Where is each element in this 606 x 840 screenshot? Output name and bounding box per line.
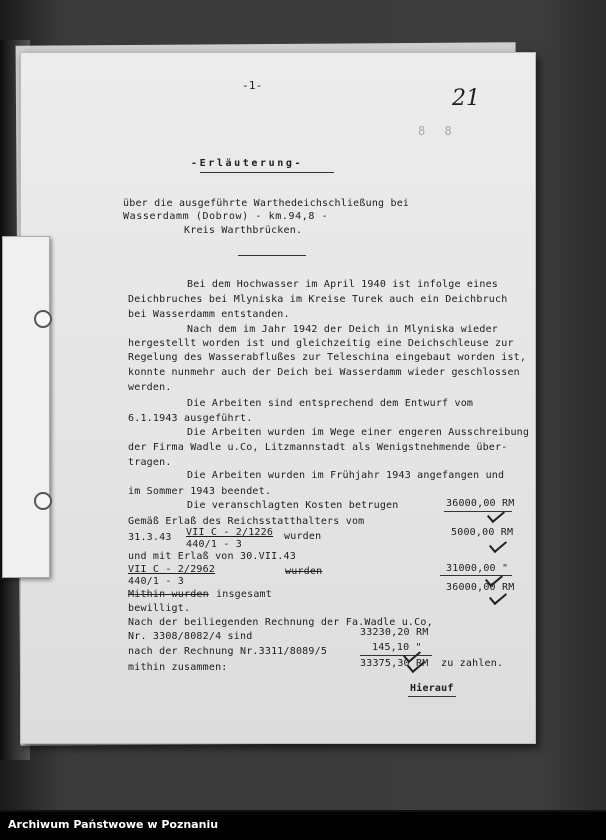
body-line: Die Arbeiten sind entsprechend dem Entwurf vom	[187, 398, 474, 409]
decree-line-2: und mit Erlaß von 30.VII.43	[128, 551, 296, 562]
handwritten-page-number: 21	[452, 86, 480, 111]
archive-footer-text: Archiwum Państwowe w Poznaniu	[8, 818, 219, 831]
struck-total-phrase: Mithin wurden	[128, 589, 209, 600]
punch-hole	[34, 492, 52, 510]
hereupon-text: Hierauf	[410, 683, 454, 694]
body-line: Nach dem im Jahr 1942 der Deich in Mlyniska wieder	[187, 324, 499, 335]
punch-hole	[34, 310, 52, 328]
decree-2-struck-verb: wurden	[285, 566, 323, 577]
decree-2-amount: 31000,00 "	[446, 563, 509, 574]
faint-mark: 8 8	[418, 124, 458, 138]
heading-underline	[200, 172, 334, 173]
body-line: hergestellt worden ist und gleichzeitig eine Deichschleuse zur	[128, 338, 514, 349]
body-line: Bei dem Hochwasser im April 1940 ist infolge eines	[187, 279, 499, 290]
invoice-1-amount: 33230,20 RM	[360, 627, 429, 638]
body-line: Die Arbeiten wurden im Frühjahr 1943 angefangen und	[187, 470, 505, 481]
subtitle-separator	[238, 255, 306, 256]
body-line: bei Wasserdamm entstanden.	[128, 309, 290, 320]
body-line: tragen.	[128, 457, 172, 468]
hereupon-underline	[408, 696, 456, 697]
document-heading: -Erläuterung-	[191, 158, 304, 169]
invoice-line: Nach der beiliegenden Rechnung der Fa.Wadle u.Co,	[128, 617, 433, 628]
payable-text: zu zahlen.	[441, 658, 504, 669]
body-line: werden.	[128, 382, 172, 393]
sum-label: mithin zusammen:	[128, 662, 228, 673]
invoice-2-number: nach der Rechnung Nr.3311/8089/5	[128, 646, 328, 657]
body-line: 6.1.1943 ausgeführt.	[128, 413, 253, 424]
subtitle-line-1: über die ausgeführte Warthedeichschließung bei	[123, 198, 410, 209]
body-line: Regelung des Wasserabflußes zur Teleschina eingebaut worden ist,	[128, 352, 527, 363]
decree-1-verb: wurden	[284, 531, 322, 542]
decree-line-1: Gemäß Erlaß des Reichsstatthalters vom	[128, 516, 365, 527]
approved-word: bewilligt.	[128, 603, 191, 614]
page-number: -1-	[242, 79, 263, 92]
decree-2-ref-top: VII C - 2/2962	[128, 564, 216, 575]
sum-amount: 33375,30 RM	[360, 658, 429, 669]
invoice-1-number: Nr. 3308/8082/4 sind	[128, 631, 253, 642]
subtitle-line-2: Wasserdamm (Dobrow) - km.94,8 -	[123, 211, 329, 222]
decree-2-ref-bottom: 440/1 - 3	[128, 576, 184, 587]
decree-1-ref-bottom: 440/1 - 3	[186, 539, 242, 550]
body-line: im Sommer 1943 beendet.	[128, 486, 272, 497]
amount-underline	[360, 655, 432, 656]
body-line: Die veranschlagten Kosten betrugen	[187, 500, 399, 511]
subtitle-line-3: Kreis Warthbrücken.	[184, 225, 303, 236]
invoice-2-amount: 145,10 "	[372, 642, 422, 653]
body-line: der Firma Wadle u.Co, Litzmannstadt als Wenigstnehmende über-	[128, 442, 508, 453]
archive-footer-bar	[0, 812, 606, 840]
decree-1-amount: 5000,00 RM	[451, 527, 514, 538]
total-word: insgesamt	[216, 589, 272, 600]
total-amount: 36000,00 RM	[446, 582, 515, 593]
binder-tab-strip	[2, 236, 50, 578]
body-line: konnte nunmehr auch der Deich bei Wasserdamm wieder geschlossen	[128, 367, 520, 378]
body-line: Die Arbeiten wurden im Wege einer engeren Ausschreibung	[187, 427, 530, 438]
body-line: Deichbruches bei Mlyniska im Kreise Turek auch ein Deichbruch	[128, 294, 508, 305]
decree-1-date: 31.3.43	[128, 532, 172, 543]
decree-1-ref-top: VII C - 2/1226	[186, 527, 274, 538]
cost-estimate-amount: 36000,00 RM	[446, 498, 515, 509]
